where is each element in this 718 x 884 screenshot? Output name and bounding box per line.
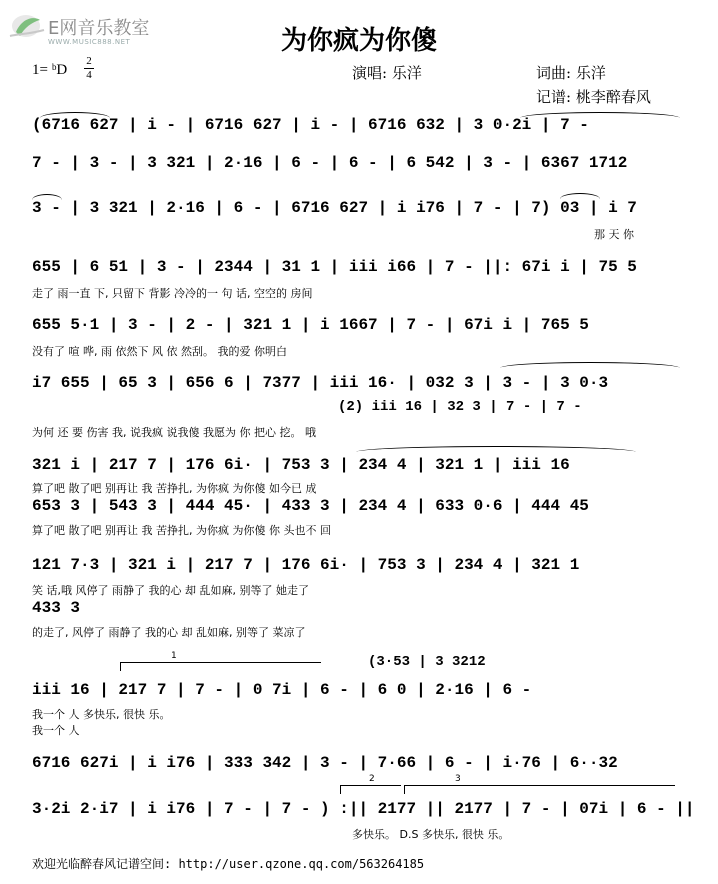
- score-line-6b: (2) iii 16 | 32 3 | 7 - | 7 -: [338, 399, 582, 415]
- logo-url: WWW.MUSIC888.NET: [48, 38, 131, 46]
- score-line-7: 321 i | 217 7 | 176 6i· | 753 3 | 234 4 | 321 1 | iii 16: [32, 456, 570, 474]
- lyric-line-2: 走了 雨一直 下, 只留下 背影 冷冷的一 句 话, 空空的 房间: [32, 287, 313, 300]
- lyric-line-11: 多快乐。 D.S 多快乐, 很快 乐。: [352, 828, 510, 841]
- lyric-line-1: 那 天 你: [594, 228, 634, 241]
- lyric-line-8: 的走了, 风停了 雨静了 我的心 却 乱如麻, 别等了 菜凉了: [32, 626, 306, 639]
- composer-credit: 词曲: 乐洋: [536, 64, 606, 82]
- lyric-line-7: 笑 话,哦 风停了 雨静了 我的心 却 乱如麻, 别等了 她走了: [32, 584, 309, 597]
- transcriber-credit: 记谱: 桃李醉春风: [536, 88, 651, 106]
- score-line-6: i7 655 | 65 3 | 656 6 | 7377 | iii 16· | 032 3 | 3 - | 3 0·3: [32, 374, 609, 392]
- lyric-line-3: 没有了 喧 哗, 雨 依然下 风 依 然刮。 我的爱 你明白: [32, 345, 287, 358]
- lyric-line-10: 我一个 人: [32, 724, 80, 737]
- score-line-5: 655 5·1 | 3 - | 2 - | 321 1 | i 1667 | 7 - | 67i i | 765 5: [32, 316, 589, 334]
- slur-mark: [500, 362, 680, 368]
- score-line-10: 433 3: [32, 599, 81, 617]
- slur-mark: [40, 112, 110, 118]
- slur-mark: [520, 112, 680, 118]
- score-line-11: iii 16 | 217 7 | 7 - | 0 7i | 6 - | 6 0 | 2·16 | 6 -: [32, 681, 532, 699]
- volta-3: [404, 774, 675, 794]
- score-line-2: 7 - | 3 - | 3 321 | 2·16 | 6 - | 6 - | 6 542 | 3 - | 6367 1712: [32, 154, 628, 172]
- score-line-13: 3·2i 2·i7 | i i76 | 7 - | 7 - ) :|| 2177 || 2177 | 7 - | 07i | 6 - ||: [32, 800, 695, 818]
- volta-2-label: 2: [369, 774, 375, 784]
- lyric-line-4: 为何 还 要 伤害 我, 说我疯 说我傻 我愿为 你 把心 挖。 哦: [32, 426, 316, 439]
- song-title: 为你疯为你傻: [280, 26, 437, 56]
- volta-3-label: 3: [455, 774, 461, 784]
- key-signature: 1= ᵇD: [32, 62, 68, 78]
- score-line-3: 3 - | 3 321 | 2·16 | 6 - | 6716 627 | i i76 | 7 - | 7) 03 | i 7: [32, 199, 637, 217]
- lyric-line-5: 算了吧 散了吧 别再让 我 苦挣扎, 为你疯 为你傻 如今已 成: [32, 482, 317, 495]
- score-line-9: 121 7·3 | 321 i | 217 7 | 176 6i· | 753 3 | 234 4 | 321 1: [32, 556, 580, 574]
- score-line-12: 6716 627i | i i76 | 333 342 | 3 - | 7·66 | 6 - | i·76 | 6··32: [32, 754, 618, 772]
- corner-patch: [566, 850, 718, 884]
- singer-credit: 演唱: 乐洋: [352, 64, 422, 82]
- time-top: 2: [86, 55, 92, 67]
- volta-1: [120, 651, 321, 671]
- score-line-4: 655 | 6 51 | 3 - | 2344 | 31 1 | iii i66 | 7 - ||: 67i i | 75 5: [32, 258, 637, 276]
- slur-mark: [560, 193, 600, 199]
- score-line-8: 653 3 | 543 3 | 444 45· | 433 3 | 234 4 | 633 0·6 | 444 45: [32, 497, 589, 515]
- time-bottom: 4: [86, 69, 92, 81]
- footer-text: 欢迎光临醉春风记谱空间: http://user.qzone.qq.com/563264185: [32, 857, 425, 871]
- volta-2: [340, 774, 401, 794]
- slur-mark: [356, 446, 636, 452]
- slur-mark: [32, 194, 62, 200]
- logo-text: E网音乐教室: [48, 18, 150, 39]
- score-line-11a: (3·53 | 3 3212: [368, 654, 486, 670]
- time-signature: [84, 56, 94, 81]
- volta-1-label: 1: [171, 651, 177, 661]
- lyric-line-6: 算了吧 散了吧 别再让 我 苦挣扎, 为你疯 为你傻 你 头也不 回: [32, 524, 331, 537]
- score-line-1: (6716 627 | i - | 6716 627 | i - | 6716 632 | 3 0·2i | 7 -: [32, 116, 589, 134]
- lyric-line-9: 我一个 人 多快乐, 很快 乐。: [32, 708, 171, 721]
